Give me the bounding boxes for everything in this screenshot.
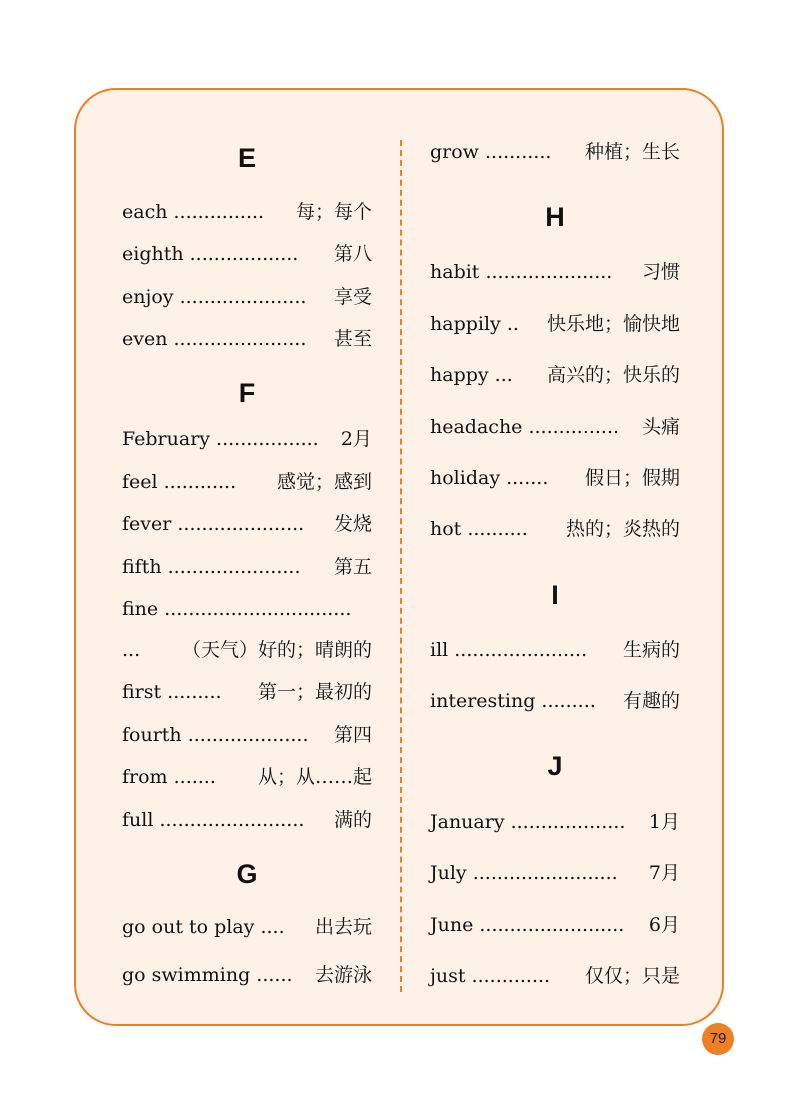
entry-word: holiday ....... bbox=[430, 467, 549, 489]
entry-word: go swimming ...... bbox=[122, 964, 293, 986]
section-letter-e: E bbox=[237, 143, 256, 173]
entry-word: go out to play .... bbox=[122, 916, 285, 938]
entry-word: from ....... bbox=[122, 766, 216, 788]
entry-meaning: 第五 bbox=[333, 556, 372, 578]
entry-meaning: 第一；最初的 bbox=[257, 681, 372, 703]
entry-meaning: 去游泳 bbox=[314, 964, 372, 986]
entry-meaning: 甚至 bbox=[333, 328, 372, 350]
entry-meaning: 7月 bbox=[648, 862, 680, 884]
entry-meaning: 有趣的 bbox=[622, 690, 680, 712]
entry-meaning: 出去玩 bbox=[314, 916, 372, 938]
entry-meaning: 享受 bbox=[333, 286, 372, 308]
entry-meaning: 从；从……起 bbox=[257, 766, 372, 788]
entry-meaning: 发烧 bbox=[333, 513, 372, 535]
entry-meaning: 仅仅；只是 bbox=[584, 965, 680, 987]
entry-meaning: 热的；炎热的 bbox=[565, 518, 680, 540]
entry-meaning: 第四 bbox=[333, 724, 372, 746]
entry-word: just ............. bbox=[430, 965, 551, 987]
section-letter-g: G bbox=[236, 859, 258, 889]
entry-word: fever ..................... bbox=[122, 513, 305, 535]
section-letter-f: F bbox=[238, 378, 256, 408]
entry-word: happily .. bbox=[430, 313, 519, 335]
entry-word: hot .......... bbox=[430, 518, 528, 540]
entry-word: interesting ......... bbox=[430, 690, 596, 712]
entry-word: ... bbox=[122, 639, 141, 661]
entry-meaning: 满的 bbox=[333, 809, 372, 831]
entry-word: enjoy ..................... bbox=[122, 286, 307, 308]
entry-meaning: 高兴的；快乐的 bbox=[546, 364, 680, 386]
entry-word: January ................... bbox=[430, 811, 626, 833]
entry-meaning: （天气）好的；晴朗的 bbox=[181, 639, 372, 661]
entry-word: fourth .................... bbox=[122, 724, 309, 746]
entry-word: grow ........... bbox=[430, 141, 552, 163]
entry-meaning: 习惯 bbox=[641, 261, 680, 283]
entry-meaning: 1月 bbox=[648, 811, 680, 833]
entry-word: headache ............... bbox=[430, 416, 620, 438]
section-letter-i: I bbox=[551, 580, 559, 610]
entry-meaning: 种植；生长 bbox=[584, 141, 680, 163]
entry-word: July ........................ bbox=[430, 862, 618, 884]
entry-word: habit ..................... bbox=[430, 261, 613, 283]
entry-word: fifth ...................... bbox=[122, 556, 301, 578]
entry-meaning: 每；每个 bbox=[295, 201, 372, 223]
entry-meaning: 2月 bbox=[340, 428, 372, 450]
entry-word: ill ...................... bbox=[430, 639, 588, 661]
entry-meaning: 假日；假期 bbox=[584, 467, 680, 489]
entry-word: fine ............................... bbox=[122, 598, 352, 620]
entry-word: February ................. bbox=[122, 428, 319, 450]
entry-word: full ........................ bbox=[122, 809, 305, 831]
entry-meaning: 感觉；感到 bbox=[276, 471, 372, 493]
entry-word: feel ............ bbox=[122, 471, 237, 493]
section-letter-j: J bbox=[547, 751, 563, 781]
entry-word: each ............... bbox=[122, 201, 265, 223]
column-divider bbox=[400, 140, 402, 992]
entry-word: even ...................... bbox=[122, 328, 307, 350]
entry-meaning: 第八 bbox=[333, 243, 372, 265]
entry-meaning: 快乐地；愉快地 bbox=[546, 313, 680, 335]
page-number-badge: 79 bbox=[702, 1023, 734, 1055]
section-letter-h: H bbox=[545, 202, 565, 232]
entry-meaning: 生病的 bbox=[622, 639, 680, 661]
entry-word: eighth .................. bbox=[122, 243, 299, 265]
entry-meaning: 头痛 bbox=[641, 416, 680, 438]
entry-word: happy ... bbox=[430, 364, 513, 386]
entry-word: first ......... bbox=[122, 681, 222, 703]
entry-word: June ........................ bbox=[430, 914, 625, 936]
entry-meaning: 6月 bbox=[648, 914, 680, 936]
